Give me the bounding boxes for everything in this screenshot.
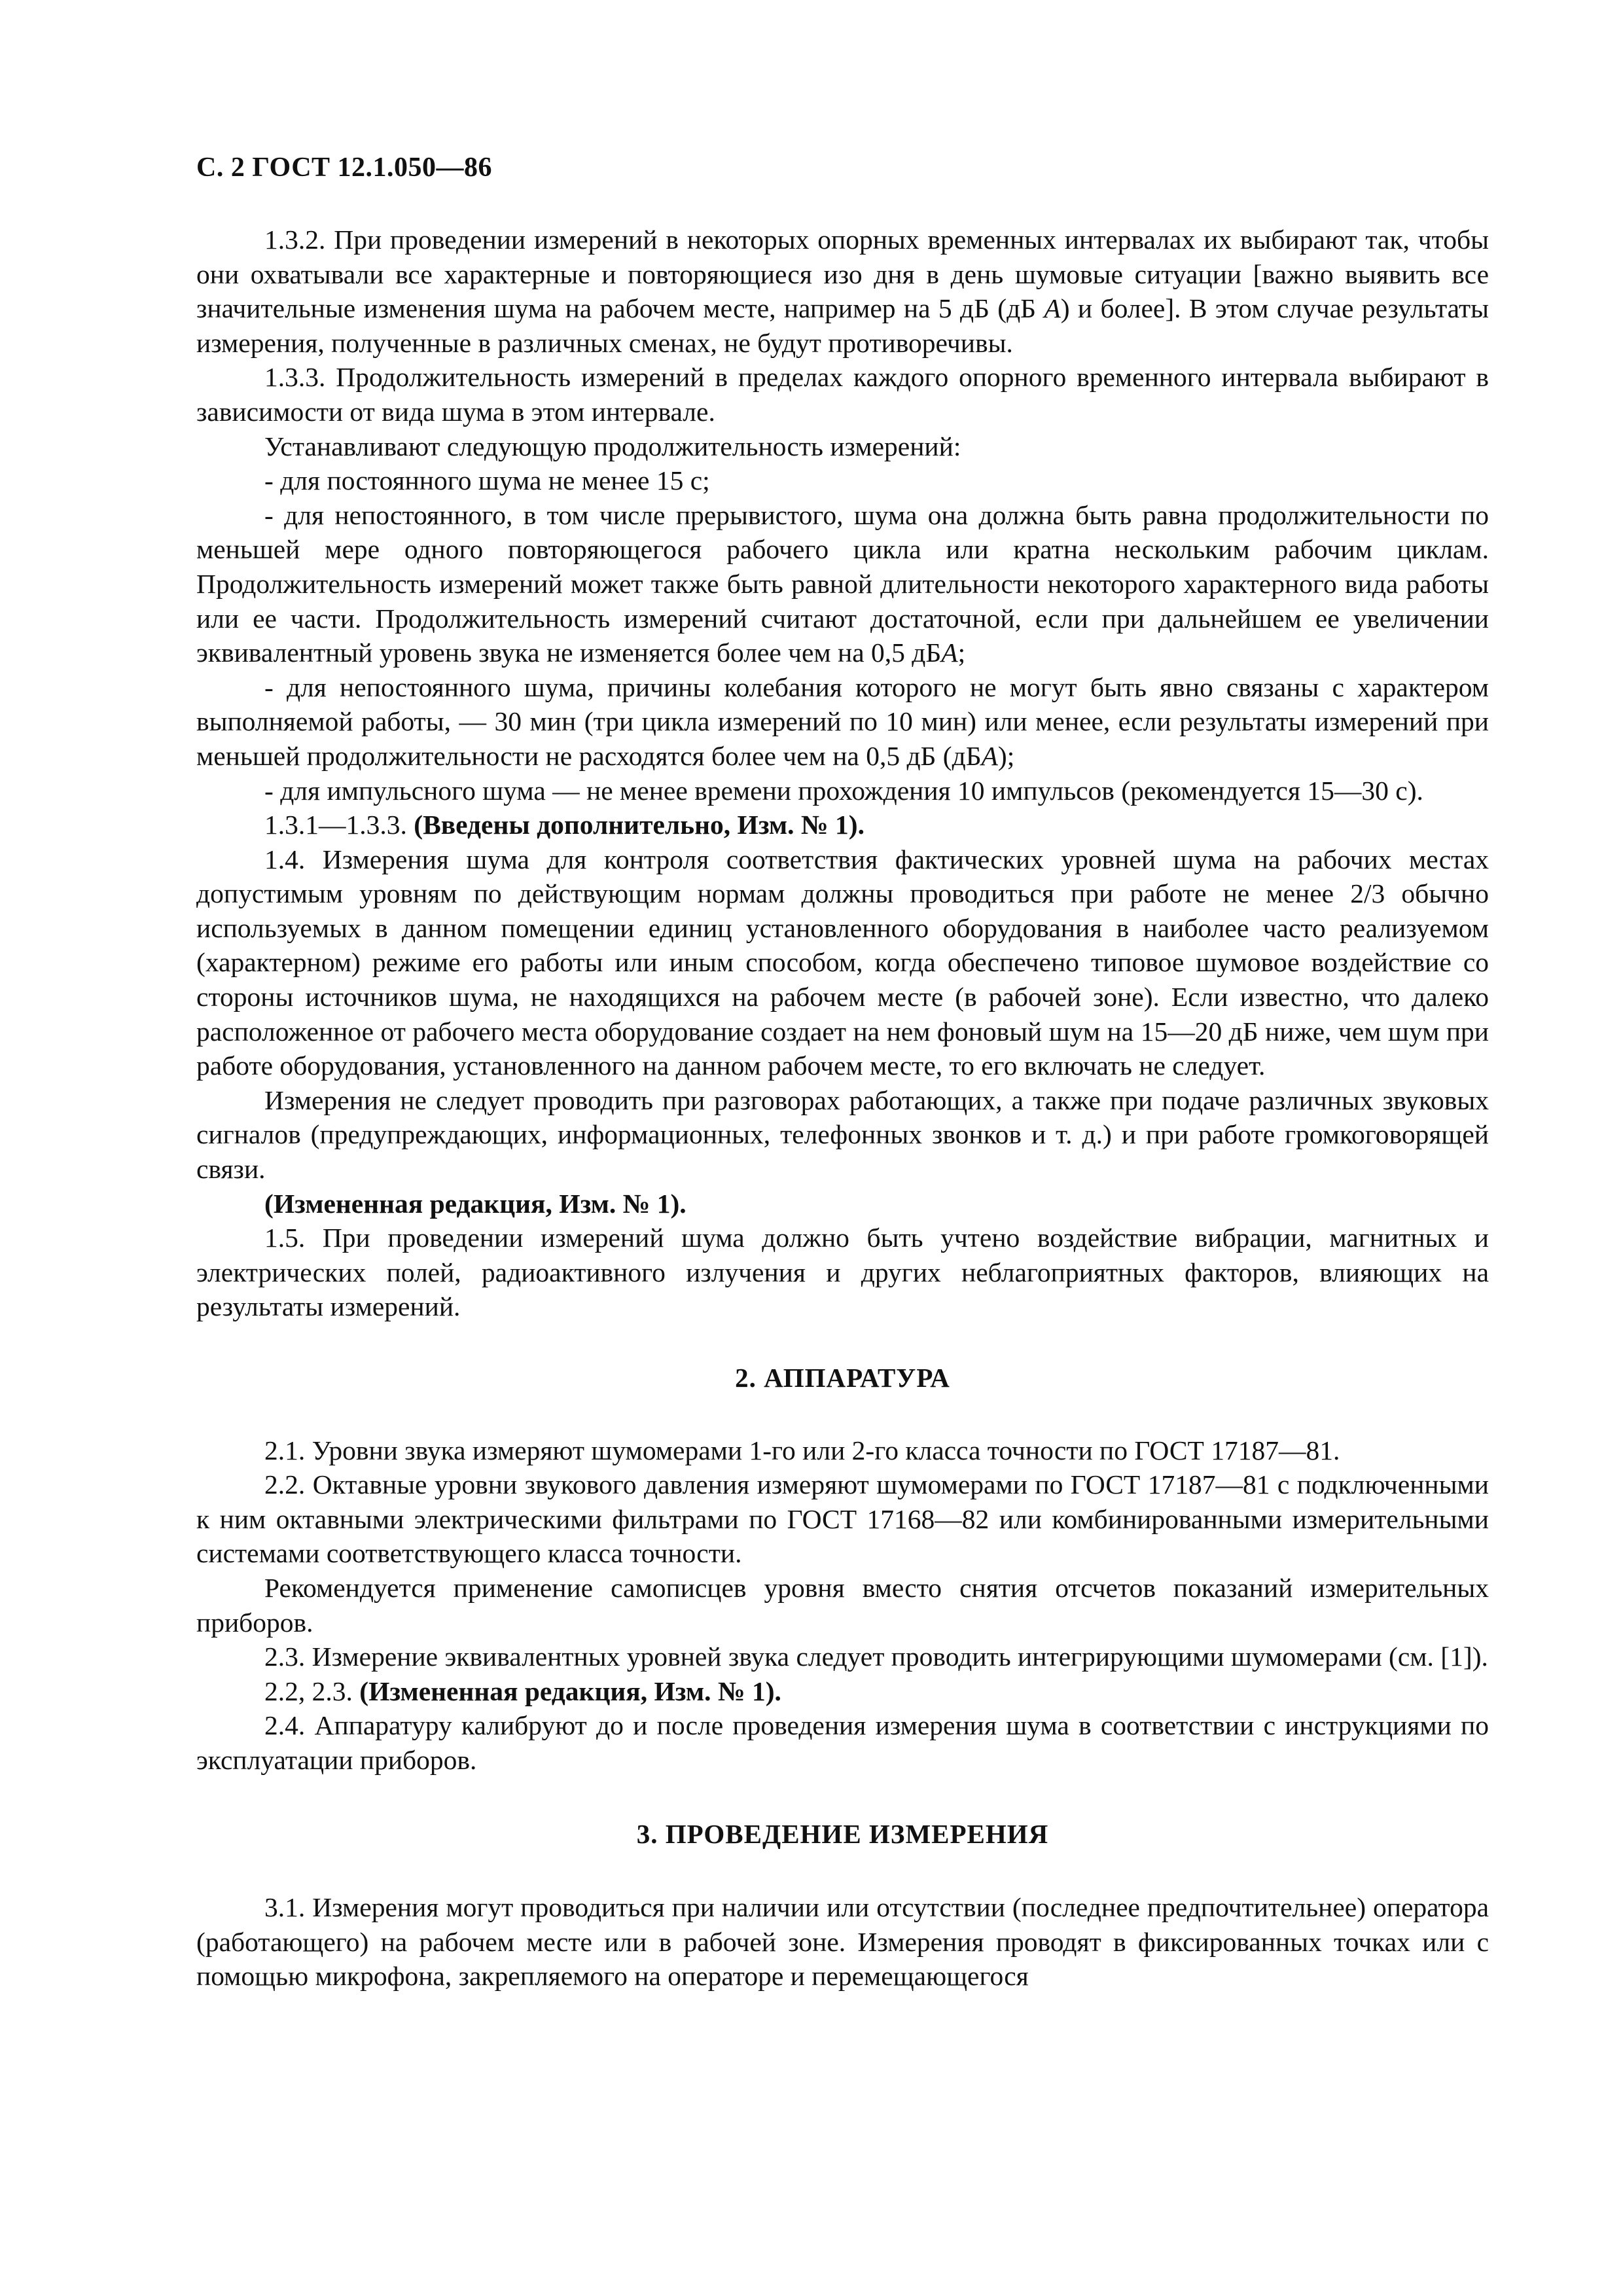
paragraph: 1.4. Измерения шума для контроля соответствия фактических уровней шума на рабочих местах допустимым уровням по действующим нормам должны проводиться при работе не менее 2/3 обычно используемых в данном помещении единиц установленного оборудования в наиболее часто реализуемом (характерном) режиме его работы или иным способом, когда обеспечено типовое шумовое воздействие со стороны источников шума, не находящихся на рабочем месте (в рабочей зоне). Если известно, что далеко расположенное от рабочего места оборудование создает на нем фоновый шум на 15—20 дБ ниже, чем шум при работе оборудования, установленного на данном рабочем месте, то его включать не следует. <box>196 844 1489 1081</box>
document-body <box>196 223 1489 1994</box>
paragraph: Рекомендуется применение самописцев уровня вместо снятия отсчетов показаний измерительных приборов. <box>196 1572 1489 1638</box>
paragraph: - для постоянного шума не менее 15 с; <box>264 465 710 496</box>
section-3-title: 3. ПРОВЕДЕНИЕ ИЗМЕРЕНИЯ <box>636 1818 1049 1849</box>
paragraph: (Измененная редакция, Изм. № 1). <box>264 1188 687 1219</box>
paragraph: Устанавливают следующую продолжительность измерений: <box>264 431 961 461</box>
section-2-title: 2. АППАРАТУРА <box>735 1363 950 1393</box>
paragraph: 2.1. Уровни звука измеряют шумомерами 1-го или 2-го класса точности по ГОСТ 17187—81. <box>264 1435 1340 1465</box>
paragraph: 1.3.3. Продолжительность измерений в пределах каждого опорного временного интервала выбирают в зависимости от вида шума в этом интервале. <box>196 362 1489 427</box>
paragraph: 2.2. Октавные уровни звукового давления измеряют шумомерами по ГОСТ 17187—81 с подключенными к ним октавными электрическими фильтрами по ГОСТ 17168—82 или комбинированными измерительными системами соответствующего класса точности. <box>196 1469 1489 1569</box>
paragraph: - для непостоянного, в том числе прерывистого, шума она должна быть равна продолжительности по меньшей мере одного повторяющегося рабочего цикла или кратна нескольким рабочим циклам. Продолжительность измерений может также быть равной длительности некоторого характерного вида работы или ее части. Продолжительность измерений считают достаточной, если при дальнейшем ее увеличении эквивалентный уровень звука не изменяется более чем на 0,5 дБА; <box>196 499 1489 668</box>
section-2-body <box>196 1433 1489 1778</box>
paragraph: 3.1. Измерения могут проводиться при наличии или отсутствии (последнее предпочтительнее) оператора (работающего) на рабочем месте или в рабочей зоне. Измерения проводят в фиксированных точках или с помощью микрофона, закрепляемого на операторе и перемещающегося <box>196 1892 1489 1992</box>
paragraph: 1.5. При проведении измерений шума должно быть учтено воздействие вибрации, магнитных и электрических полей, радиоактивного излучения и других неблагоприятных факторов, влияющих на результаты измерений. <box>196 1223 1489 1322</box>
paragraph: 2.4. Аппаратуру калибруют до и после проведения измерения шума в соответствии с инструкциями по эксплуатации приборов. <box>196 1710 1489 1775</box>
paragraph: - для непостоянного шума, причины колебания которого не могут быть явно связаны с характером выполняемой работы, — 30 мин (три цикла измерений по 10 мин) или менее, если результаты измерений при меньшей продолжительности не расходятся более чем на 0,5 дБ (дБА); <box>196 672 1489 771</box>
section-1-continued <box>196 223 1489 1324</box>
paragraph: 1.3.2. При проведении измерений в некоторых опорных временных интервалах их выбирают так, чтобы они охватывали все характерные и повторяющиеся изо дня в день шумовые ситуации [важно выявить все значительные изменения шума на рабочем месте, например на 5 дБ (дБ А) и более]. В этом случае результаты измерения, полученные в различных сменах, не будут противоречивы. <box>196 224 1489 358</box>
page-header: С. 2 ГОСТ 12.1.050—86 <box>196 152 493 183</box>
paragraph: 2.3. Измерение эквивалентных уровней звука следует проводить интегрирующими шумомерами (см. [1]). <box>264 1641 1488 1672</box>
paragraph: 1.3.1—1.3.3. (Введены дополнительно, Изм. № 1). <box>264 810 865 840</box>
paragraph: - для импульсного шума — не менее времени прохождения 10 импульсов (рекомендуется 15—30 с). <box>264 775 1423 806</box>
paragraph: Измерения не следует проводить при разговорах работающих, а также при подаче различных звуковых сигналов (предупреждающих, информационных, телефонных звонков и т. д.) и при работе громкоговорящей связи. <box>196 1085 1489 1185</box>
section-3-body <box>196 1890 1489 1994</box>
paragraph: 2.2, 2.3. (Измененная редакция, Изм. № 1). <box>264 1676 781 1706</box>
